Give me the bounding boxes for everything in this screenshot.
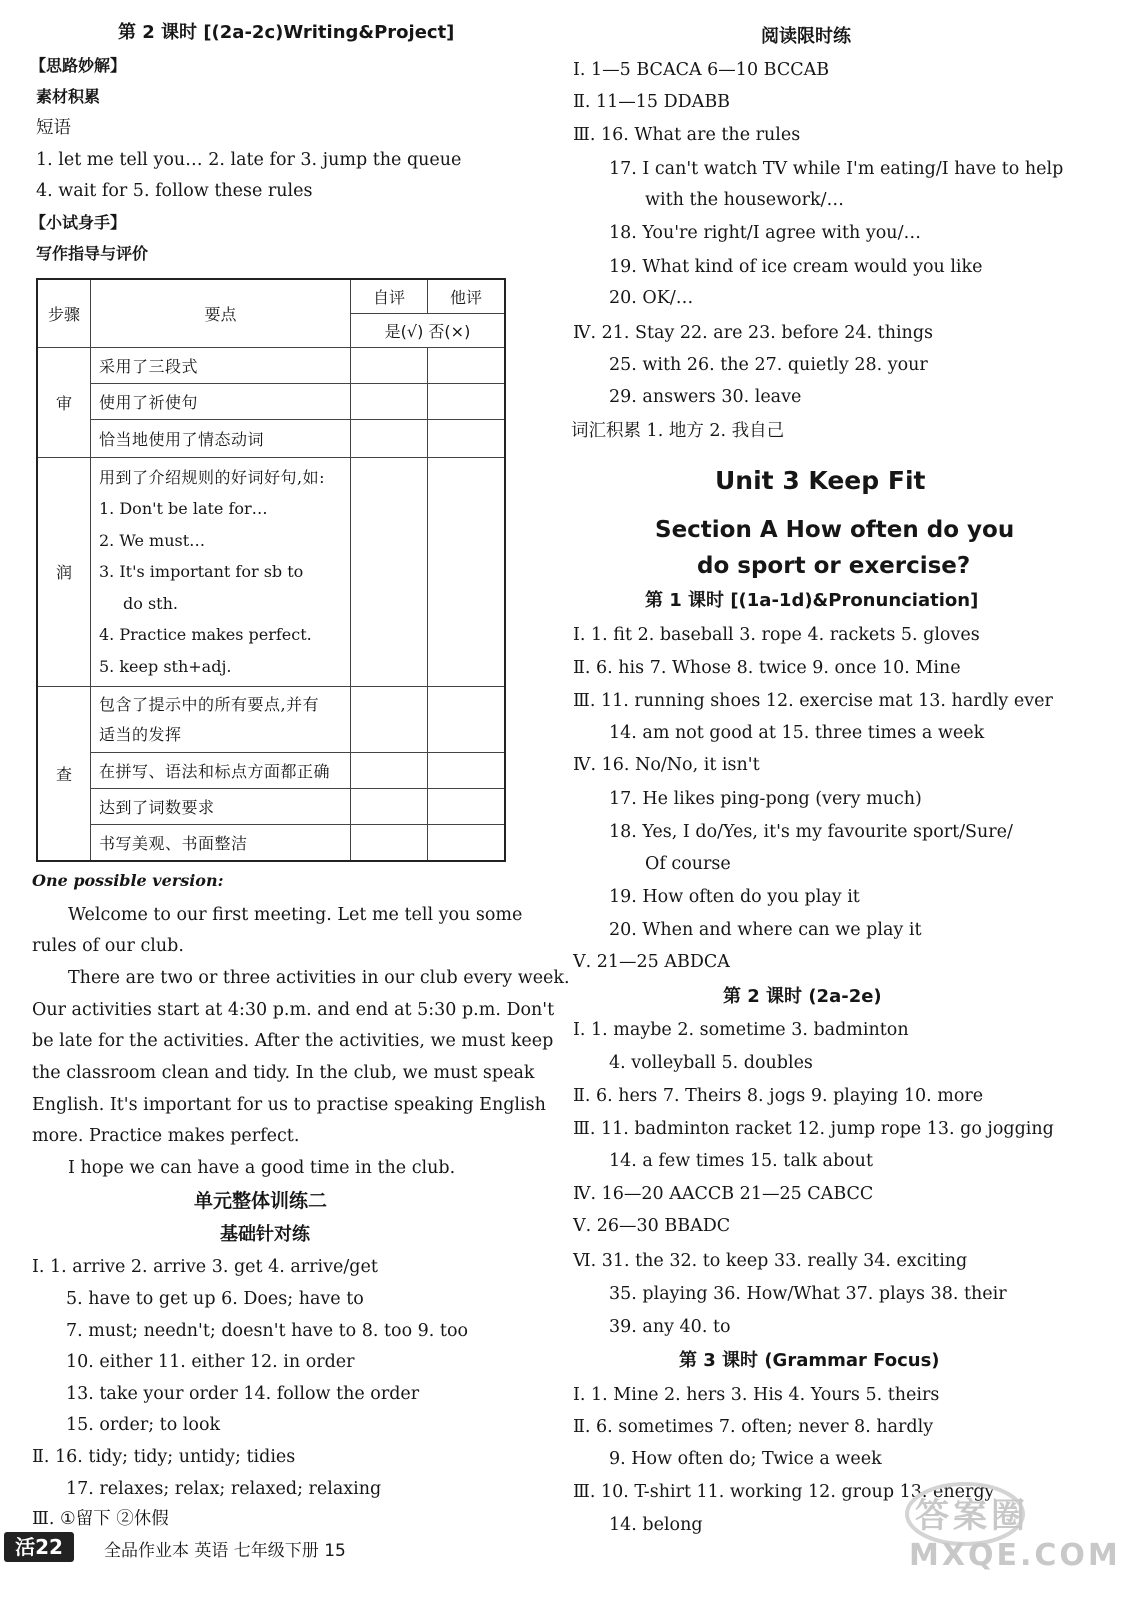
material-label: 素材积累 [36,87,101,106]
essay-line: the classroom clean and tidy. In the club, we must speak [32,1063,535,1083]
phrase-label: 短语 [36,118,71,138]
answer-line: 19. What kind of ice cream would you like [609,257,983,277]
table-row: 在拼写、语法和标点方面都正确 [91,753,351,789]
self-eval-cell [351,347,428,383]
site-watermark [895,1476,1121,1586]
answer-line: 20. When and where can we play it [609,920,922,940]
self-eval-cell [351,687,428,753]
answer-line: 20. OK/… [609,288,694,308]
peer-eval-cell [428,687,506,753]
good-phrase: 4. Practice makes perfect. [99,625,312,644]
answer-line: 17. I can't watch TV while I'm eating/I have to help [609,159,1064,179]
page-badge: 活22 [4,1532,74,1562]
answer-line: Ⅳ. 16—20 AACCB 21—25 CABCC [573,1184,874,1204]
table-row: 书写美观、书面整洁 [91,825,351,861]
check-item: 适当的发挥 [99,724,182,744]
good-phrase: do sth. [123,593,178,613]
peer-eval-cell [428,753,506,789]
step-cell: 润 [37,457,91,687]
unit-training-title: 单元整体训练二 [194,1190,328,1212]
peer-eval-cell [428,347,506,383]
self-eval-cell [351,753,428,789]
essay-line: There are two or three activities in our club every week. [68,968,570,988]
answer-line: 10. either 11. either 12. in order [66,1352,355,1372]
answer-line: 14. belong [609,1515,703,1535]
lesson1-title: 第 1 课时 [(1a-1d)&Pronunciation] [645,590,979,611]
answer-line: 25. with 26. the 27. quietly 28. your [609,355,928,375]
good-phrase: 1. Don't be late for… [99,499,268,518]
check-item: 包含了提示中的所有要点,并有 [99,694,320,714]
answer-line: Ⅱ. 6. his 7. Whose 8. twice 9. once 10. Mine [573,658,961,678]
answer-line: Ⅴ. 26—30 BBADC [573,1216,731,1236]
peer-eval-cell [428,789,506,825]
table-header-points: 要点 [91,279,351,347]
answer-line: Ⅱ. 6. hers 7. Theirs 8. jogs 9. playing 10. more [573,1086,984,1106]
answer-line: Ⅱ. 16. tidy; tidy; untidy; tidies [32,1447,296,1467]
tip-label: 【思路妙解】 [30,56,127,75]
version-label: One possible version: [32,871,224,890]
good-phrase: 3. It's important for sb to [99,562,304,581]
answer-line: 15. order; to look [66,1415,221,1435]
answer-line: Ⅲ. 10. T-shirt 11. working 12. group 13. energy [573,1482,995,1502]
watermark-bottom: MXQE.COM [909,1538,1121,1573]
self-eval-cell [351,419,428,457]
answer-line: 35. playing 36. How/What 37. plays 38. their [609,1284,1007,1304]
table-row: 达到了词数要求 [91,789,351,825]
peer-eval-cell [428,419,506,457]
answer-line: Ⅵ. 31. the 32. to keep 33. really 34. exciting [573,1251,968,1271]
phrases-line: 1. let me tell you… 2. late for 3. jump the queue [36,150,462,170]
vocab-line: 词汇积累 1. 地方 2. 我自己 [571,421,785,441]
answer-line: 17. He likes ping-pong (very much) [609,789,922,809]
evaluation-table [36,278,506,862]
essay-line: be late for the activities. After the activities, we must keep [32,1031,554,1051]
section-title: Section A How often do you [655,517,1015,543]
answer-line: 4. volleyball 5. doubles [609,1053,813,1073]
answer-line: Ⅰ. 1. maybe 2. sometime 3. badminton [573,1020,909,1040]
answer-line: 18. Yes, I do/Yes, it's my favourite sport/Sure/ [609,822,1013,842]
self-eval-cell [351,457,428,687]
guide-label: 写作指导与评价 [36,244,149,263]
lesson2-title: 第 2 课时 (2a-2e) [723,986,882,1007]
phrases-line: 4. wait for 5. follow these rules [36,181,313,201]
answer-line: Ⅱ. 11—15 DDABB [573,92,731,112]
answer-line: with the housework/… [645,190,844,210]
answer-line: 17. relaxes; relax; relaxed; relaxing [66,1479,382,1499]
answer-line: Ⅰ. 1. arrive 2. arrive 3. get 4. arrive/get [32,1257,378,1277]
answer-line: 39. any 40. to [609,1317,731,1337]
answer-line: Ⅳ. 16. No/No, it isn't [573,755,760,775]
answer-line: 19. How often do you play it [609,887,860,907]
section-title: do sport or exercise? [697,553,971,579]
peer-eval-cell [428,383,506,419]
answer-line: Ⅳ. 21. Stay 22. are 23. before 24. things [573,323,934,343]
peer-eval-cell [428,825,506,861]
table-header-self: 自评 [351,279,428,313]
try-label: 【小试身手】 [30,213,127,232]
answer-line: Ⅰ. 1—5 BCACA 6—10 BCCAB [573,60,830,80]
essay-line: I hope we can have a good time in the club. [68,1158,456,1178]
lesson3-title: 第 3 课时 (Grammar Focus) [679,1350,940,1371]
answer-line: Ⅲ. 16. What are the rules [573,125,801,145]
peer-eval-cell [428,457,506,687]
essay-line: rules of our club. [32,936,184,956]
answer-line: Ⅴ. 21—25 ABDCA [573,952,730,972]
good-phrase: 5. keep sth+adj. [99,656,232,676]
answer-line: Ⅰ. 1. Mine 2. hers 3. His 4. Yours 5. theirs [573,1385,940,1405]
step-cell: 审 [37,347,91,457]
answer-line: Ⅲ. 11. badminton racket 12. jump rope 13. go jogging [573,1119,1054,1139]
good-phrases-cell [91,457,351,687]
essay-line: Our activities start at 4:30 p.m. and end at 5:30 p.m. Don't [32,1000,555,1020]
footer-text: 全品作业本 英语 七年级下册 15 [104,1541,346,1561]
answer-line: 18. You're right/I agree with you/… [609,223,921,243]
answer-line: 14. am not good at 15. three times a week [609,723,985,743]
table-header-peer: 他评 [428,279,506,313]
table-row: 恰当地使用了情态动词 [91,419,351,457]
good-phrase: 2. We must… [99,530,206,550]
answer-line: Ⅱ. 6. sometimes 7. often; never 8. hardly [573,1417,934,1437]
reading-title: 阅读限时练 [761,26,851,47]
answer-line: 14. a few times 15. talk about [609,1151,873,1171]
answer-line: 13. take your order 14. follow the order [66,1384,420,1404]
essay-line: Welcome to our first meeting. Let me tell you some [68,905,523,925]
good-phrases-intro: 用到了介绍规则的好词好句,如: [99,467,325,487]
answer-line: Ⅰ. 1. fit 2. baseball 3. rope 4. rackets 5. gloves [573,625,980,645]
lesson-title: 第 2 课时 [(2a-2c)Writing&Project] [118,22,455,43]
self-eval-cell [351,789,428,825]
essay-line: English. It's important for us to practise speaking English [32,1095,546,1115]
table-header-yesno: 是(√) 否(×) [351,313,506,347]
essay-line: more. Practice makes perfect. [32,1126,300,1146]
table-row: 采用了三段式 [91,347,351,383]
answer-line: Ⅲ. 11. running shoes 12. exercise mat 13. hardly ever [573,691,1053,711]
table-row: 使用了祈使句 [91,383,351,419]
self-eval-cell [351,383,428,419]
table-row [91,687,351,753]
answer-line: Ⅲ. ①留下 ②休假 [32,1509,169,1529]
answer-line: 7. must; needn't; doesn't have to 8. too 9. too [66,1321,469,1341]
watermark-top: 答案圈 [915,1496,1029,1536]
basic-practice-title: 基础针对练 [220,1224,310,1245]
table-header-step: 步骤 [37,279,91,347]
answer-line: 5. have to get up 6. Does; have to [66,1289,364,1309]
unit-title: Unit 3 Keep Fit [715,466,926,495]
step-cell: 查 [37,687,91,861]
answer-line: 29. answers 30. leave [609,387,802,407]
answer-line: Of course [645,854,731,874]
self-eval-cell [351,825,428,861]
answer-line: 9. How often do; Twice a week [609,1449,882,1469]
